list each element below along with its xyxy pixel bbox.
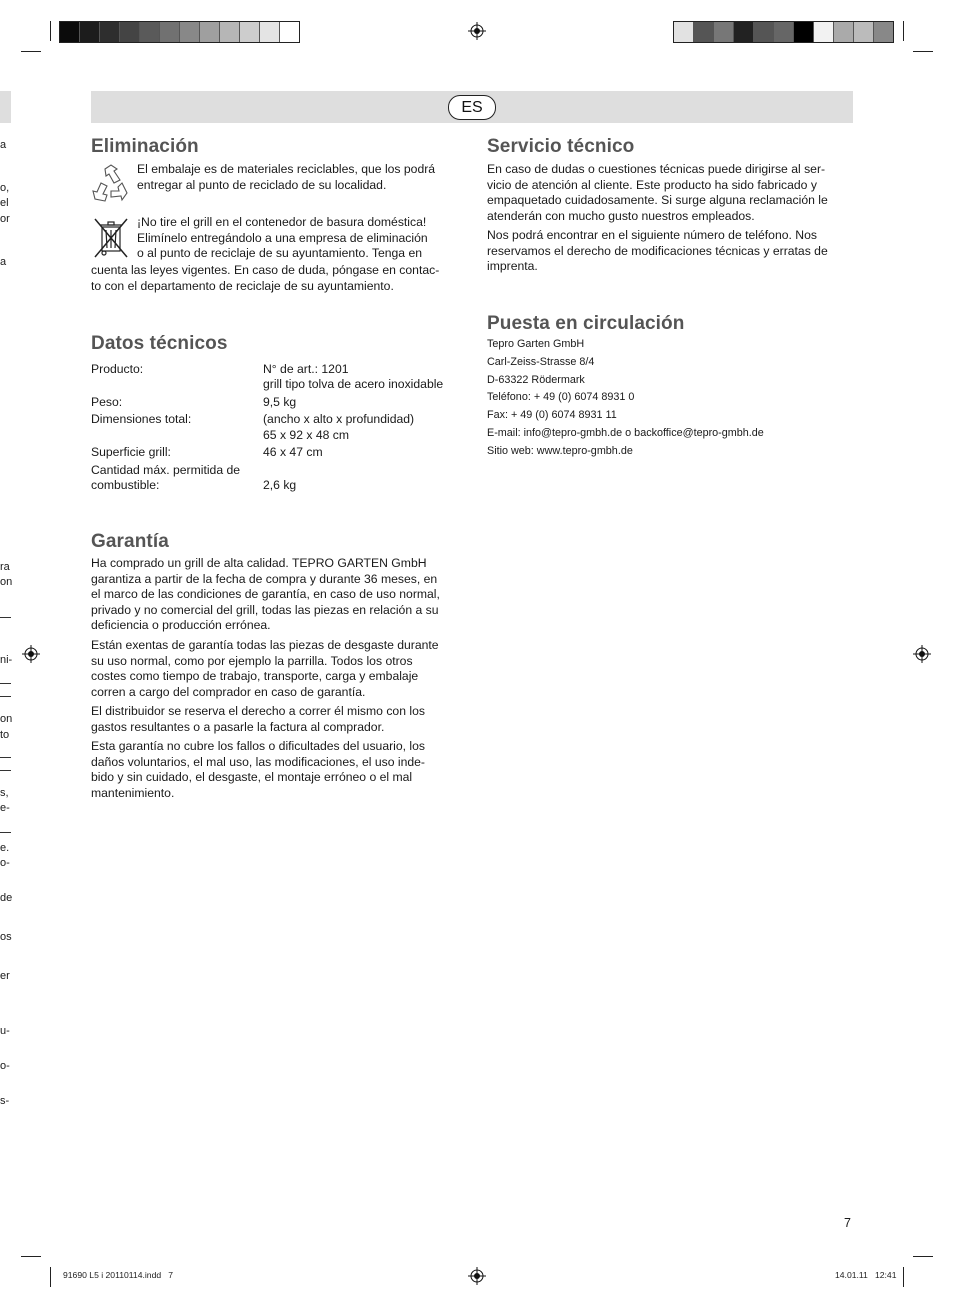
recycling-text: El embalaje es de materiales reciclables, que los podrá entregar al punto de reciclado de su localidad. — [137, 162, 436, 192]
bleed-fragment: o, — [0, 182, 10, 194]
bleed-fragment: ni- — [0, 654, 13, 666]
section-title-datos: Datos técnicos — [91, 333, 228, 354]
footer-file-info: 91690 L5 i 20110114.indd 7 — [63, 1270, 174, 1280]
footer-timestamp: 14.01.11 12:41 — [835, 1270, 897, 1280]
fax: Fax: + 49 (0) 6074 8931 11 — [487, 409, 617, 421]
crop-mark — [913, 1256, 933, 1257]
section-title-garantia: Garantía — [91, 531, 169, 552]
bleed-fragment: o- — [0, 1060, 10, 1072]
address-city: D-63322 Rödermark — [487, 374, 585, 386]
company-name: Tepro Garten GmbH — [487, 338, 585, 350]
website: Sitio web: www.tepro-gmbh.de — [487, 445, 633, 457]
spec-label: Superficie grill: — [91, 445, 171, 459]
bleed-fragment: u- — [0, 1025, 10, 1037]
spec-value: 65 x 92 x 48 cm — [263, 428, 350, 442]
crop-mark — [21, 1256, 41, 1257]
crop-mark — [50, 1267, 51, 1287]
bleed-rule — [0, 757, 11, 758]
bleed-fragment: a — [0, 139, 7, 151]
warranty-paragraph: Esta garantía no cubre los fallos o dificultades del usuario, los daños voluntarios, el mal uso, las modificaciones, el uso inde- bido y sin cuidado, el desgaste, el montaje erróneo o el mal mantenimiento. — [91, 739, 425, 800]
spec-value: grill tipo tolva de acero inoxidable — [263, 377, 444, 391]
bleed-rule — [0, 696, 11, 697]
bleed-fragment: e- — [0, 802, 10, 814]
color-swatch — [240, 22, 260, 42]
warranty-paragraph: Ha comprado un grill de alta calidad. TEPRO GARTEN GmbH garantiza a partir de la fecha de compra y durante 36 meses, en el marco de las condiciones de garantía, en caso de uso normal, privado y no comercial del grill, todas las piezas en relación a su deficiencia o producción errónea. — [91, 556, 440, 632]
bleed-rule — [0, 683, 11, 684]
crop-mark — [903, 1267, 904, 1287]
bleed-fragment: to — [0, 729, 10, 741]
section-title-servicio: Servicio técnico — [487, 136, 635, 157]
color-swatch — [160, 22, 180, 42]
spec-value: 9,5 kg — [263, 395, 297, 409]
bleed-fragment: s, — [0, 787, 9, 799]
crop-mark — [50, 21, 51, 41]
registration-mark-icon — [468, 22, 486, 40]
spec-label: Cantidad máx. permitida de — [91, 463, 241, 477]
bleed-fragment: os — [0, 931, 12, 943]
crop-mark — [913, 51, 933, 52]
bleed-band — [0, 91, 11, 123]
registration-mark-icon — [913, 645, 931, 663]
address-street: Carl-Zeiss-Strasse 8/4 — [487, 356, 595, 368]
bleed-fragment: e. — [0, 842, 10, 854]
crop-mark — [903, 21, 904, 41]
bleed-fragment: s- — [0, 1095, 10, 1107]
color-swatch — [674, 22, 694, 42]
spec-label: Dimensiones total: — [91, 412, 192, 426]
spec-value: 2,6 kg — [263, 478, 297, 492]
phone: Teléfono: + 49 (0) 6074 8931 0 — [487, 391, 635, 403]
bleed-rule — [0, 770, 11, 771]
section-title-puesta: Puesta en circulación — [487, 313, 685, 334]
color-calibration-bar-left — [59, 21, 300, 43]
color-swatch — [814, 22, 834, 42]
crop-mark — [21, 51, 41, 52]
spec-value: 46 x 47 cm — [263, 445, 323, 459]
page-number: 7 — [844, 1216, 851, 1230]
spec-label: Producto: — [91, 362, 144, 376]
color-swatch — [60, 22, 80, 42]
registration-mark-icon — [468, 1267, 486, 1285]
color-swatch — [100, 22, 120, 42]
service-paragraph: Nos podrá encontrar en el siguiente número de teléfono. Nos reservamos el derecho de modificaciones técnicas y erratas de imprenta. — [487, 228, 828, 273]
email: E-mail: info@tepro-gmbh.de o backoffice@tepro-gmbh.de — [487, 427, 764, 439]
bleed-fragment: or — [0, 213, 10, 225]
spec-value: (ancho x alto x profundidad) — [263, 412, 415, 426]
warranty-paragraph: Están exentas de garantía todas las piezas de desgaste durante su uso normal, como por ejemplo la parrilla. Todos los otros costes como tiempo de trabajo, transporte, carga y embalaje corren a cargo del comprador en caso de garantía. — [91, 638, 439, 699]
bleed-fragment: ra — [0, 561, 10, 573]
color-swatch — [854, 22, 874, 42]
color-swatch — [220, 22, 240, 42]
bleed-rule — [0, 617, 11, 618]
bleed-rule — [0, 832, 11, 833]
bleed-fragment: a — [0, 256, 7, 268]
color-swatch — [180, 22, 200, 42]
color-swatch — [774, 22, 794, 42]
bleed-fragment: de — [0, 892, 13, 904]
color-swatch — [200, 22, 220, 42]
spec-value: N° de art.: 1201 — [263, 362, 349, 376]
bleed-fragment: o- — [0, 857, 10, 869]
registration-mark-icon — [22, 645, 40, 663]
warranty-paragraph: El distribuidor se reserva el derecho a correr él mismo con los gastos resultantes o a pasarle la factura al comprador. — [91, 704, 425, 734]
crossed-bin-icon — [91, 217, 131, 261]
color-swatch — [834, 22, 854, 42]
recycle-icon — [91, 163, 131, 205]
bleed-fragment: el — [0, 197, 9, 209]
spec-label: combustible: — [91, 478, 160, 492]
color-swatch — [734, 22, 754, 42]
color-swatch — [694, 22, 714, 42]
color-swatch — [874, 22, 893, 42]
bleed-fragment: on — [0, 713, 13, 725]
color-calibration-bar-right — [673, 21, 894, 43]
service-paragraph: En caso de dudas o cuestiones técnicas puede dirigirse al ser- vicio de atención al cliente. Este producto ha sido fabricado y empaquetado cuidadosamente. Si surge alguna reclamación le atenderán con mucho gusto nuestros empleados. — [487, 162, 828, 223]
color-swatch — [714, 22, 734, 42]
section-title-eliminacion: Eliminación — [91, 136, 199, 157]
color-swatch — [754, 22, 774, 42]
spec-label: Peso: — [91, 395, 123, 409]
disposal-text: ¡No tire el grill en el contenedor de basura doméstica! Elimínelo entregándolo a una empresa de eliminación o al punto de reciclaje de su ayuntamiento. Tenga en — [137, 215, 428, 260]
bleed-fragment: er — [0, 970, 10, 982]
disposal-text-cont: cuenta las leyes vigentes. En caso de duda, póngase en contac- to con el departamento de reciclaje de su ayuntamiento. — [91, 263, 440, 293]
color-swatch — [120, 22, 140, 42]
color-swatch — [280, 22, 299, 42]
color-swatch — [140, 22, 160, 42]
color-swatch — [794, 22, 814, 42]
language-badge: ES — [448, 95, 496, 120]
color-swatch — [260, 22, 280, 42]
color-swatch — [80, 22, 100, 42]
bleed-fragment: on — [0, 576, 13, 588]
